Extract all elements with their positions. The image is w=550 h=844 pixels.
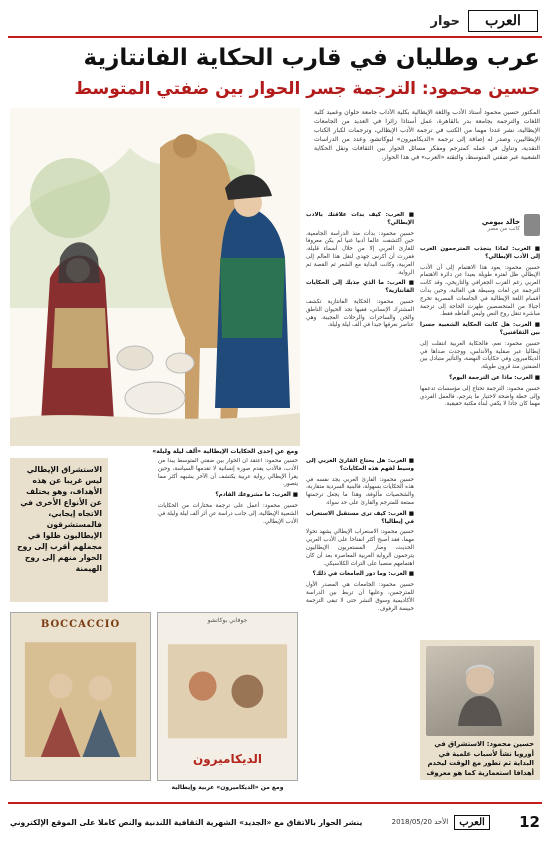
- author-info: [482, 218, 520, 232]
- book-cover-boccaccio: [10, 612, 151, 794]
- portrait-drawing: [450, 656, 510, 726]
- interview-question: ■ العرب: وما دور الجامعات في ذلك؟: [312, 571, 414, 578]
- pull-quote-left-text: الاستشراق الإيطالي ليس غريبا عن هذه الأهداف، وهو يختلف عن الأنواع الأخرى في الاتجاه إيجابي، فالمستشرقون الإيطاليون ظلوا في مجملهم أقرب إلى روح الحوار منهم إلى روح الهيمنة: [17, 465, 102, 573]
- book-author: جوفاني بوكاتشو: [207, 617, 248, 624]
- interview-answer: حسين محمود: يعود هذا الاهتمام إلى أن الأدب الإيطالي ظل لفترة طويلة بعيدا عن دائرة الاهتمام العربي رغم القرب الجغرافي والتاريخي، وقد كانت الترجمة عن لغات وسيطة هي الغالبة، وحين بدأت أقسام اللغة الإيطالية في الجامعات المصرية تخرج أجيالا من المتخصصين ظهرت الحاجة إلى ترجمة مباشرة تنقل روح النص وليس ألفاظه فقط.: [420, 264, 540, 318]
- section-label: حوار: [430, 13, 460, 29]
- header-rule: [8, 36, 542, 38]
- article-title: عرب وطليان في قارب الحكاية الفانتازية: [83, 45, 540, 71]
- book-cover-dekameron: [157, 612, 298, 794]
- book-title-latin: BOCCACCIO: [40, 619, 121, 630]
- page-header: [8, 8, 542, 34]
- book-cover-art: [10, 612, 151, 781]
- interview-question: ■ العرب: لماذا ينجذب المترجمون العرب إلى الأدب الإيطالي؟: [420, 246, 540, 260]
- pull-quote-left: [10, 458, 108, 602]
- footer-logo: العرب: [454, 815, 490, 830]
- interview-answer: حسين محمود: القارئ العربي يجد نفسه في هذه الحكايات بسهولة، فالبنية السردية متقاربة، والشخصيات مألوفة، وهذا ما يجعل ترجمتها ممتعة للمترجم والقارئ على حد سواء.: [306, 476, 414, 506]
- illustration-caption: ومع عن إحدى الحكايات الإيطالية «ألف ليلة وليلة»: [152, 448, 298, 455]
- book-illustration: [11, 613, 150, 780]
- article-column-right: [420, 246, 540, 626]
- pull-quote-right-text: حسين محمود: الاستشراق في أوروبا نشأ لأسباب علمية في البداية ثم تطور مع الوقت ليخدم أهدافا استعمارية كما هو معروف: [426, 740, 534, 777]
- article-intro: المكتور حسين محمود أستاذ الأدب واللغة الإيطالية بكلية الآداب جامعة حلوان وعميد كلية اللغات والترجمة بجامعة بدر بالقاهرة، عمل أستاذا زائرا في العديد من الجامعات الإيطالية، نشر عددا مهما من الكتب في ترجمة الأدب الإيطالي، وترجمات لكبار الكتاب الإيطاليين، وصدر له إضافة إلى ترجمة «الديكاميرون» لبوكاتشو، وعدد من الدراسات النقدية، وتناول في عمله كمترجم ومفكر مسائل الحوار بين الثقافات ونقل الحكاية الشعبية عبر ضفتي المتوسط، والتقته «العرب» في هذا الحوار.: [314, 109, 540, 161]
- interview-question: ■ العرب: ما مشروعك القادم؟: [215, 492, 298, 499]
- interview-answer: حسين محمود: الاستعراب الإيطالي يشهد تحولا مهما، فقد أصبح أكثر انفتاحا على الأدب العربي الحديث، وصار المستعربون الإيطاليون يترجمون الرواية العربية المعاصرة بعد أن كان اهتمامهم منصبا على التراث الكلاسيكي.: [306, 529, 414, 567]
- interview-answer: حسين محمود: الجامعات هي المصدر الأول للمترجمين، وعليها أن تربط بين الدراسة الأكاديمية وسوق النشر حتى لا تبقى الترجمة حبيسة الرفوف.: [306, 582, 414, 612]
- interview-question: ■ العرب: كيف ترى مستقبل الاستعراب في إيطاليا؟: [306, 510, 414, 525]
- interview-question: ■ العرب: هل كانت الحكاية الشعبية جسرا بين الثقافتين؟: [420, 322, 540, 336]
- page-footer: [8, 808, 542, 836]
- interview-question: ■ العرب: ما الذي جذبك إلى الحكايات الفانتازية؟: [306, 280, 414, 295]
- article-column-middle-lower: [306, 458, 414, 798]
- fantasy-illustration: [10, 108, 300, 446]
- footer-masthead: [392, 815, 490, 830]
- book-covers: [10, 612, 298, 794]
- interview-question: ■ العرب: كيف بدأت علاقتك بالأدب الإيطالي؟: [306, 212, 414, 226]
- article-column-left-lower: [158, 458, 298, 608]
- interview-answer: حسين محمود: أعمل على ترجمة مختارات من الحكايات الشعبية الإيطالية، إلى جانب دراسة عن أثر ألف ليلة وليلة في الأدب الإيطالي.: [158, 502, 298, 525]
- illustration-drawing: [10, 108, 300, 446]
- book-cover-art: [157, 612, 298, 781]
- page-number: 12: [519, 813, 540, 831]
- interview-answer: حسين محمود: الحكاية الفانتازية تكشف المشترك الإنساني، ففيها نجد الحيوان الناطق والجن والساحرات والرحلات العجيبة، وهي عناصر نعرفها جيدا في ألف ليلة وليلة.: [306, 298, 414, 329]
- author-block: [470, 212, 540, 238]
- issue-date: الأحد 2018/05/20: [391, 818, 449, 826]
- interview-answer: حسين محمود: الترجمة تحتاج إلى مؤسسات تدعمها وإلى خطة واضحة لاختيار ما يترجم، فالعمل الفردي مهما كان جادا لا يكفي لبناء مكتبة حقيقية.: [420, 385, 540, 408]
- newspaper-logo: العرب: [468, 10, 538, 32]
- footer-note: ينشر الحوار بالاتفاق مع «الجديد» الشهرية الثقافية اللندنية والنص كاملا على الموقع الإلكتروني: [10, 817, 363, 827]
- book-caption: [10, 784, 151, 794]
- author-role: كاتب من مصر: [487, 226, 520, 232]
- interviewee-photo: [426, 646, 534, 736]
- interview-answer: حسين محمود: بدأت منذ الدراسة الجامعية، حين اكتشفت عالما أدبيا غنيا لم يكن معروفا للقارئ العربي إلا من خلال أسماء قليلة، فقررت أن أكرس جهدي لنقل هذا العالم إلى العربية، وكانت البداية مع الشعر ثم القصة ثم الرواية.: [306, 230, 414, 276]
- book-title-arabic: الديكاميرون: [192, 752, 263, 766]
- article-column-middle: [306, 212, 414, 448]
- book-caption: ومع من «الديكاميرون» عربية وإيطالية: [171, 784, 284, 791]
- author-name: خالد بيومي: [481, 218, 520, 226]
- article-subtitle: حسين محمود: الترجمة جسر الحوار بين ضفتي المتوسط: [74, 79, 540, 99]
- footer-rule: [8, 802, 542, 804]
- interview-answer: حسين محمود: نعم، فالحكاية العربية انتقلت إلى إيطاليا عبر صقلية والأندلس، ووجدت صداها في الديكاميرون وفي حكايات النهضة، والتأثير متبادل بين الضفتين منذ قرون طويلة.: [420, 340, 540, 371]
- interview-question: ■ العرب: ماذا عن الترجمة اليوم؟: [449, 374, 540, 381]
- interview-question: ■ العرب: هل يحتاج القارئ العربي إلى وسيط لفهم هذه الحكايات؟: [306, 458, 414, 472]
- pull-quote-right: [420, 640, 540, 780]
- interview-answer: حسين محمود: أعتقد أن الحوار بين ضفتي المتوسط يبدأ من الأدب، فالأدب يقدم صورة إنسانية لا تقدمها السياسة، وحين يقرأ الإيطالي رواية عربية يكتشف أن الآخر يشبهه أكثر مما يتصور.: [158, 458, 298, 488]
- author-avatar: [524, 214, 540, 236]
